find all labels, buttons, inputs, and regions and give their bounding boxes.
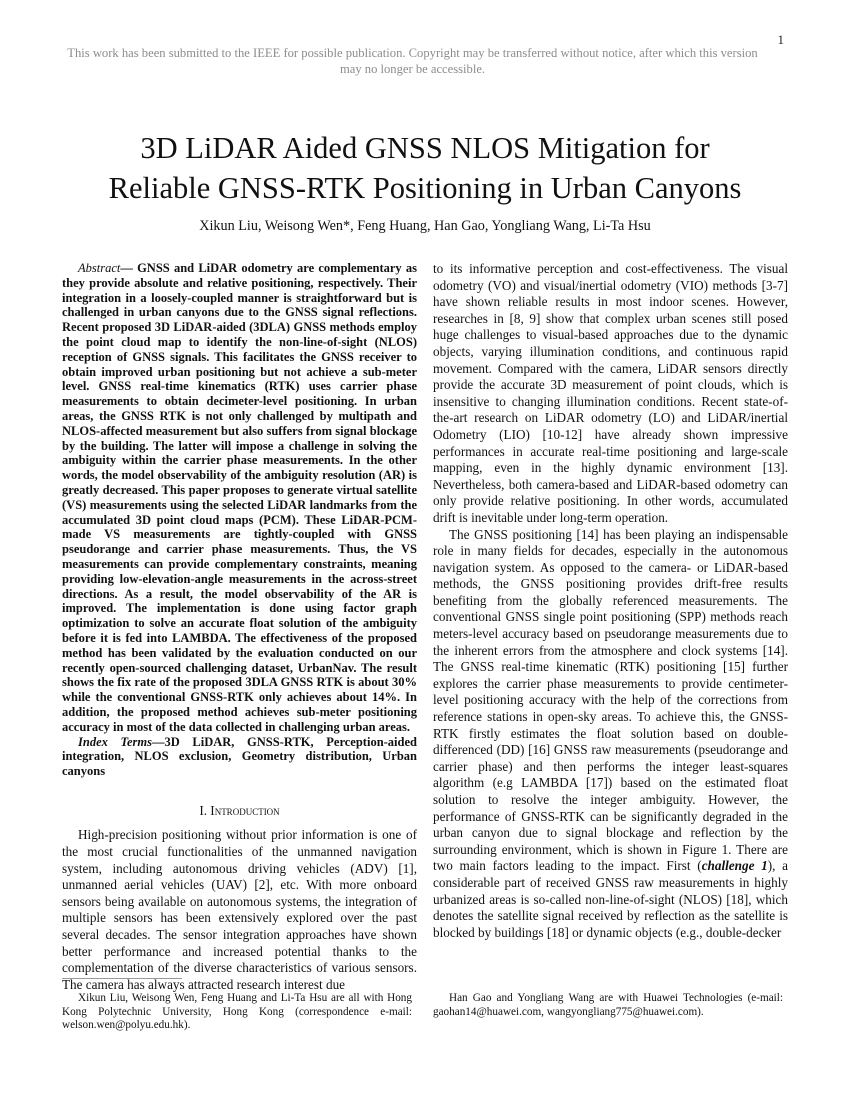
index-terms-dash: —: [151, 734, 165, 749]
abstract: [62, 261, 417, 735]
index-terms-lead: Index Terms: [78, 734, 152, 749]
footnote-affiliation-right: Han Gao and Yongliang Wang are with Huawei Technologies (e-mail: gaohan14@huawei.com, wangyongliang775@huawei.com).: [433, 992, 783, 1018]
abstract-text: GNSS and LiDAR odometry are complementary as they provide absolute and relative positioning, respectively. Their integration in a loosely-coupled manner is straightforward but is challenged in urban canyons due to the GNSS signal reflections. Recent proposed 3D LiDAR-aided (3DLA) GNSS methods employ the point cloud map to identify the non-line-of-sight (NLOS) reception of GNSS signals. This facilitates the GNSS receiver to obtain improved urban positioning but not achieve a sub-meter level. GNSS real-time kinematics (RTK) uses carrier phase measurements to obtain decimeter-level positioning. In urban areas, the GNSS RTK is not only challenged by multipath and NLOS-affected measurement but also suffers from signal blockage by the building. The latter will impose a challenge in solving the ambiguity within the carrier phase measurements. In the other words, the model observability of the ambiguity resolution (AR) is greatly decreased. This paper proposes to generate virtual satellite (VS) measurements using the selected LiDAR landmarks from the accumulated 3D point cloud maps (PCM). These LiDAR-PCM-made VS measurements are tightly-coupled with GNSS pseudorange and carrier phase measurements. Thus, the VS measurements can provide complementary constraints, meaning providing low-elevation-angle measurements in the across-street directions. As a result, the model observability of the AR is improved. The implementation is done using factor graph optimization to solve an accurate float solution of the ambiguity before it is fed into LAMBDA. The effectiveness of the proposed method has been validated by the evaluation conducted on our recently open-sourced challenging dataset, UrbanNav. The result shows the fix rate of the proposed 3DLA GNSS RTK is about 30% while the conventional GNSS-RTK only achieves about 14%. In addition, the proposed method achieves sub-meter positioning accuracy in most of the data collected in challenging urban areas.: [62, 261, 417, 734]
author-list: Xikun Liu, Weisong Wen*, Feng Huang, Han Gao, Yongliang Wang, Li-Ta Hsu: [199, 218, 651, 234]
abstract-lead: Abstract: [78, 261, 121, 275]
left-column: [62, 261, 417, 993]
title-line-1: 3D LiDAR Aided GNSS NLOS Mitigation for: [140, 131, 710, 165]
paper-title: [40, 128, 810, 208]
index-terms-text: 3D LiDAR, GNSS-RTK, Perception-aided integration, NLOS exclusion, Geometry distribution, Urban canyons: [62, 734, 417, 779]
right-column: [433, 261, 788, 941]
index-terms: [62, 735, 417, 779]
challenge-1-label: challenge 1: [701, 858, 768, 874]
section-heading-introduction: I. Introduction: [199, 802, 280, 818]
right-paragraph-1: to its informative perception and cost-effectiveness. The visual odometry (VO) and visual/inertial odometry (VIO) methods [3-7] have shown reliable results in most indoor scenes. However, researches in [8, 9] show that complex urban scenes still posed huge challenges to visual-based approaches due to the dynamic objects, varying illumination conditions, and continuous rapid movement. Compared with the camera, LiDAR sensors directly provide the accurate 3D measurement of point clouds, which is insensitive to changing illumination conditions. Recent state-of-the-art research on LiDAR odometry (LO) and LiDAR/inertial Odometry (LIO) [10-12] have already shown impressive performances in accurate real-time positioning and large-scale mapping, even in the highly dynamic environment [13]. Nevertheless, both camera-based and LiDAR-based odometry can only provide relative positioning. In other words, accumulated drift is inevitable under long-term operation.: [433, 261, 788, 525]
intro-paragraph-1: High-precision positioning without prior information is one of the most crucial functionalities of the unmanned navigation system, including autonomous driving vehicles (ADV) [1], unmanned aerial vehicles (UAV) [2], etc. With more onboard sensors being available on autonomous systems, the integration of multiple sensors has been extensively explored over the past several decades. The sensor integration approaches have shown better performance and increased potential thanks to the complementation of the diverse characteristics of various sensors. The camera has always attracted research interest due: [62, 827, 417, 992]
right-paragraph-2-part-a: The GNSS positioning [14] has been playing an indispensable role in many fields for decades, especially in the autonomous navigation system. As opposed to the camera- or LiDAR-based methods, the GNSS positioning provides drift-free results benefiting from the globally referenced measurements. The conventional GNSS single point positioning (SPP) methods reach meters-level accuracy based on pseudorange measurements due to the inherent errors from the atmosphere and clock systems [14]. The GNSS real-time kinematic (RTK) positioning [15] further explores the carrier phase measurements to provide centimeter-level positioning accuracy with the help of the corrections from reference stations in open-sky areas. To achieve this, the GNSS-RTK firstly estimates the float solution based on double-differenced (DD) [16] GNSS raw measurements (pseudorange and carrier phase) and then performs the integer least-squares algorithm (e.g LAMBDA [17]) based on the estimated float solution to resolve the integer ambiguity. However, the performance of GNSS-RTK can be significantly degraded in the urban canyon due to signal blockage and reflection by the surrounding environment, which is shown in Figure 1. There are two main factors leading to the impact. First (: [433, 526, 788, 874]
footnote-divider: [62, 978, 182, 979]
copyright-notice: This work has been submitted to the IEEE for possible publication. Copyright may be transferred without notice, after which this version may no longer be accessible.: [67, 46, 758, 76]
right-paragraph-2: [433, 527, 788, 942]
page-number: 1: [777, 32, 784, 47]
abstract-dash: —: [120, 261, 138, 275]
footnote-affiliation-left: Xikun Liu, Weisong Wen, Feng Huang and Li-Ta Hsu are all with Hong Kong Polytechnic University, Hong Kong (correspondence e-mail: welson.wen@polyu.edu.hk).: [62, 992, 412, 1031]
right-paragraph-2-part-b: ), a considerable part of received GNSS raw measurements in highly urbanized areas is so-called non-line-of-sight (NLOS) [18], which denotes the satellite signal received by reflection as the satellite is blocked by buildings [18] or dynamic objects (e.g., double-decker: [433, 858, 789, 940]
title-line-2: Reliable GNSS-RTK Positioning in Urban Canyons: [108, 171, 742, 205]
